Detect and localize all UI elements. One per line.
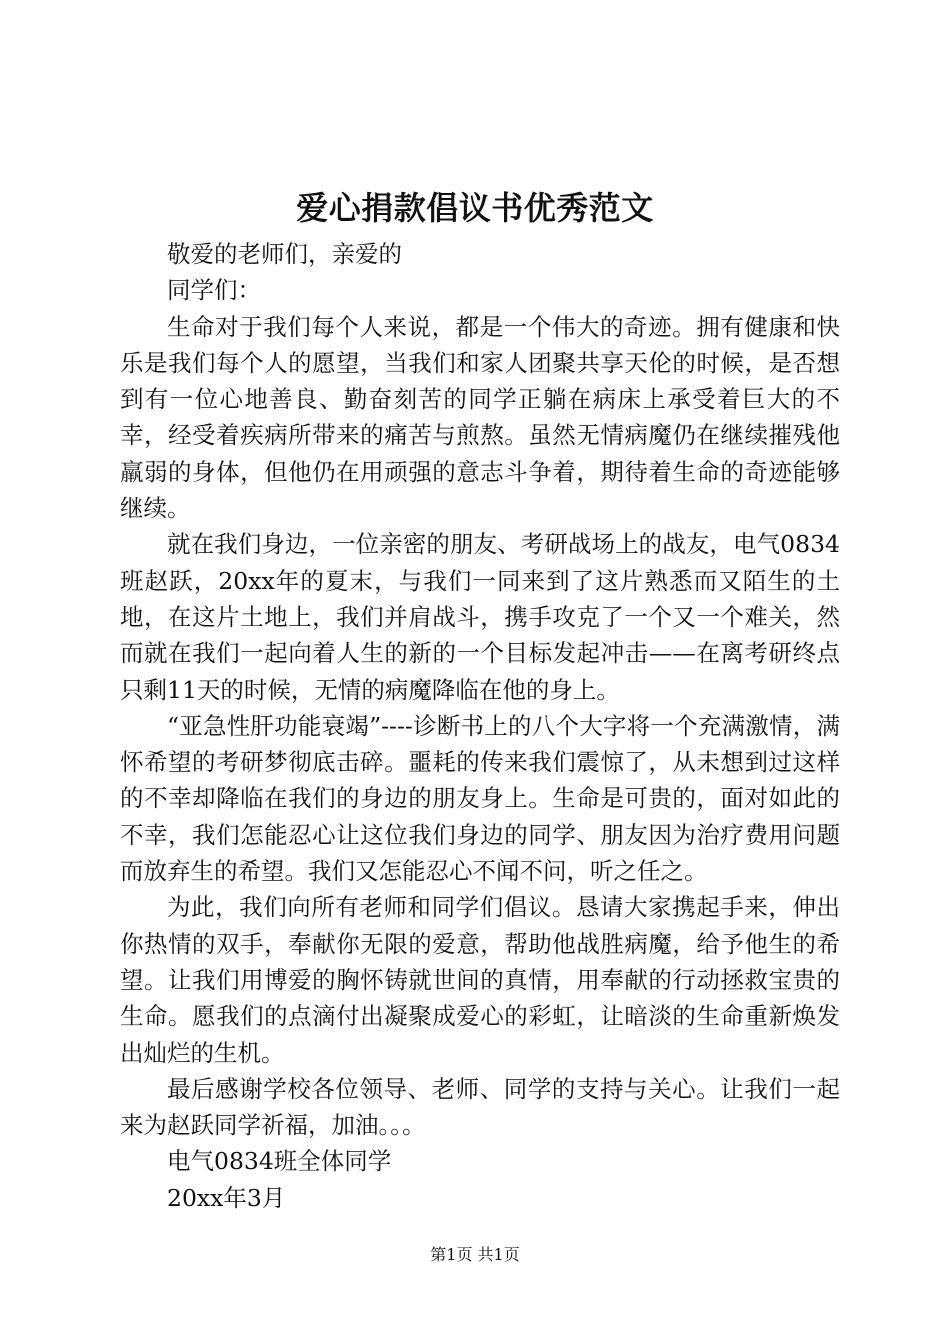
document-title: 爱心捐款倡议书优秀范文 <box>296 189 654 227</box>
body-paragraph-3: “亚急性肝功能衰竭”----诊断书上的八个大字将一个充满激情，满怀希望的考研梦彻底击碎。噩耗的传来我们震惊了，从未想到过这样的不幸却降临在我们的身边的朋友身上。生命是可贵的，面对如此的不幸，我们怎能忍心让这位我们身边的同学、朋友因为治疗费用问题而放弃生的希望。我们又怎能忍心不闻不问，听之任之。 <box>120 711 840 886</box>
salutation-line-2: 同学们： <box>167 276 261 305</box>
document-body <box>120 236 840 1216</box>
body-paragraph-1: 生命对于我们每个人来说，都是一个伟大的奇迹。拥有健康和快乐是我们每个人的愿望，当我们和家人团聚共享天伦的时候，是否想到有一位心地善良、勤奋刻苦的同学正躺在病床上承受着巨大的不幸，经受着疾病所带来的痛苦与煎熬。虽然无情病魔仍在继续摧残他羸弱的身体，但他仍在用顽强的意志斗争着，期待着生命的奇迹能够继续。 <box>120 312 840 523</box>
signature: 电气0834班全体同学 <box>167 1147 392 1176</box>
body-paragraph-5: 最后感谢学校各位领导、老师、同学的支持与关心。让我们一起来为赵跃同学祈福，加油。。。 <box>120 1074 840 1140</box>
date: 20xx年3月 <box>167 1183 286 1212</box>
body-paragraph-2: 就在我们身边，一位亲密的朋友、考研战场上的战友，电气0834班赵跃，20xx年的夏末，与我们一同来到了这片熟悉而又陌生的土地，在这片土地上，我们并肩战斗，携手攻克了一个又一个难关，然而就在我们一起向着人生的新的一个目标发起冲击——在离考研终点只剩11天的时候，无情的病魔降临在他的身上。 <box>120 530 840 704</box>
page-footer: 第1页 共1页 <box>430 1245 520 1264</box>
salutation-line-1: 敬爱的老师们，亲爱的 <box>167 240 402 268</box>
body-paragraph-4: 为此，我们向所有老师和同学们倡议。恳请大家携起手来，伸出你热情的双手，奉献你无限的爱意，帮助他战胜病魔，给予他生的希望。让我们用博爱的胸怀铸就世间的真情，用奉献的行动拯救宝贵的生命。愿我们的点滴付出凝聚成爱心的彩虹，让暗淡的生命重新焕发出灿烂的生机。 <box>120 893 840 1067</box>
